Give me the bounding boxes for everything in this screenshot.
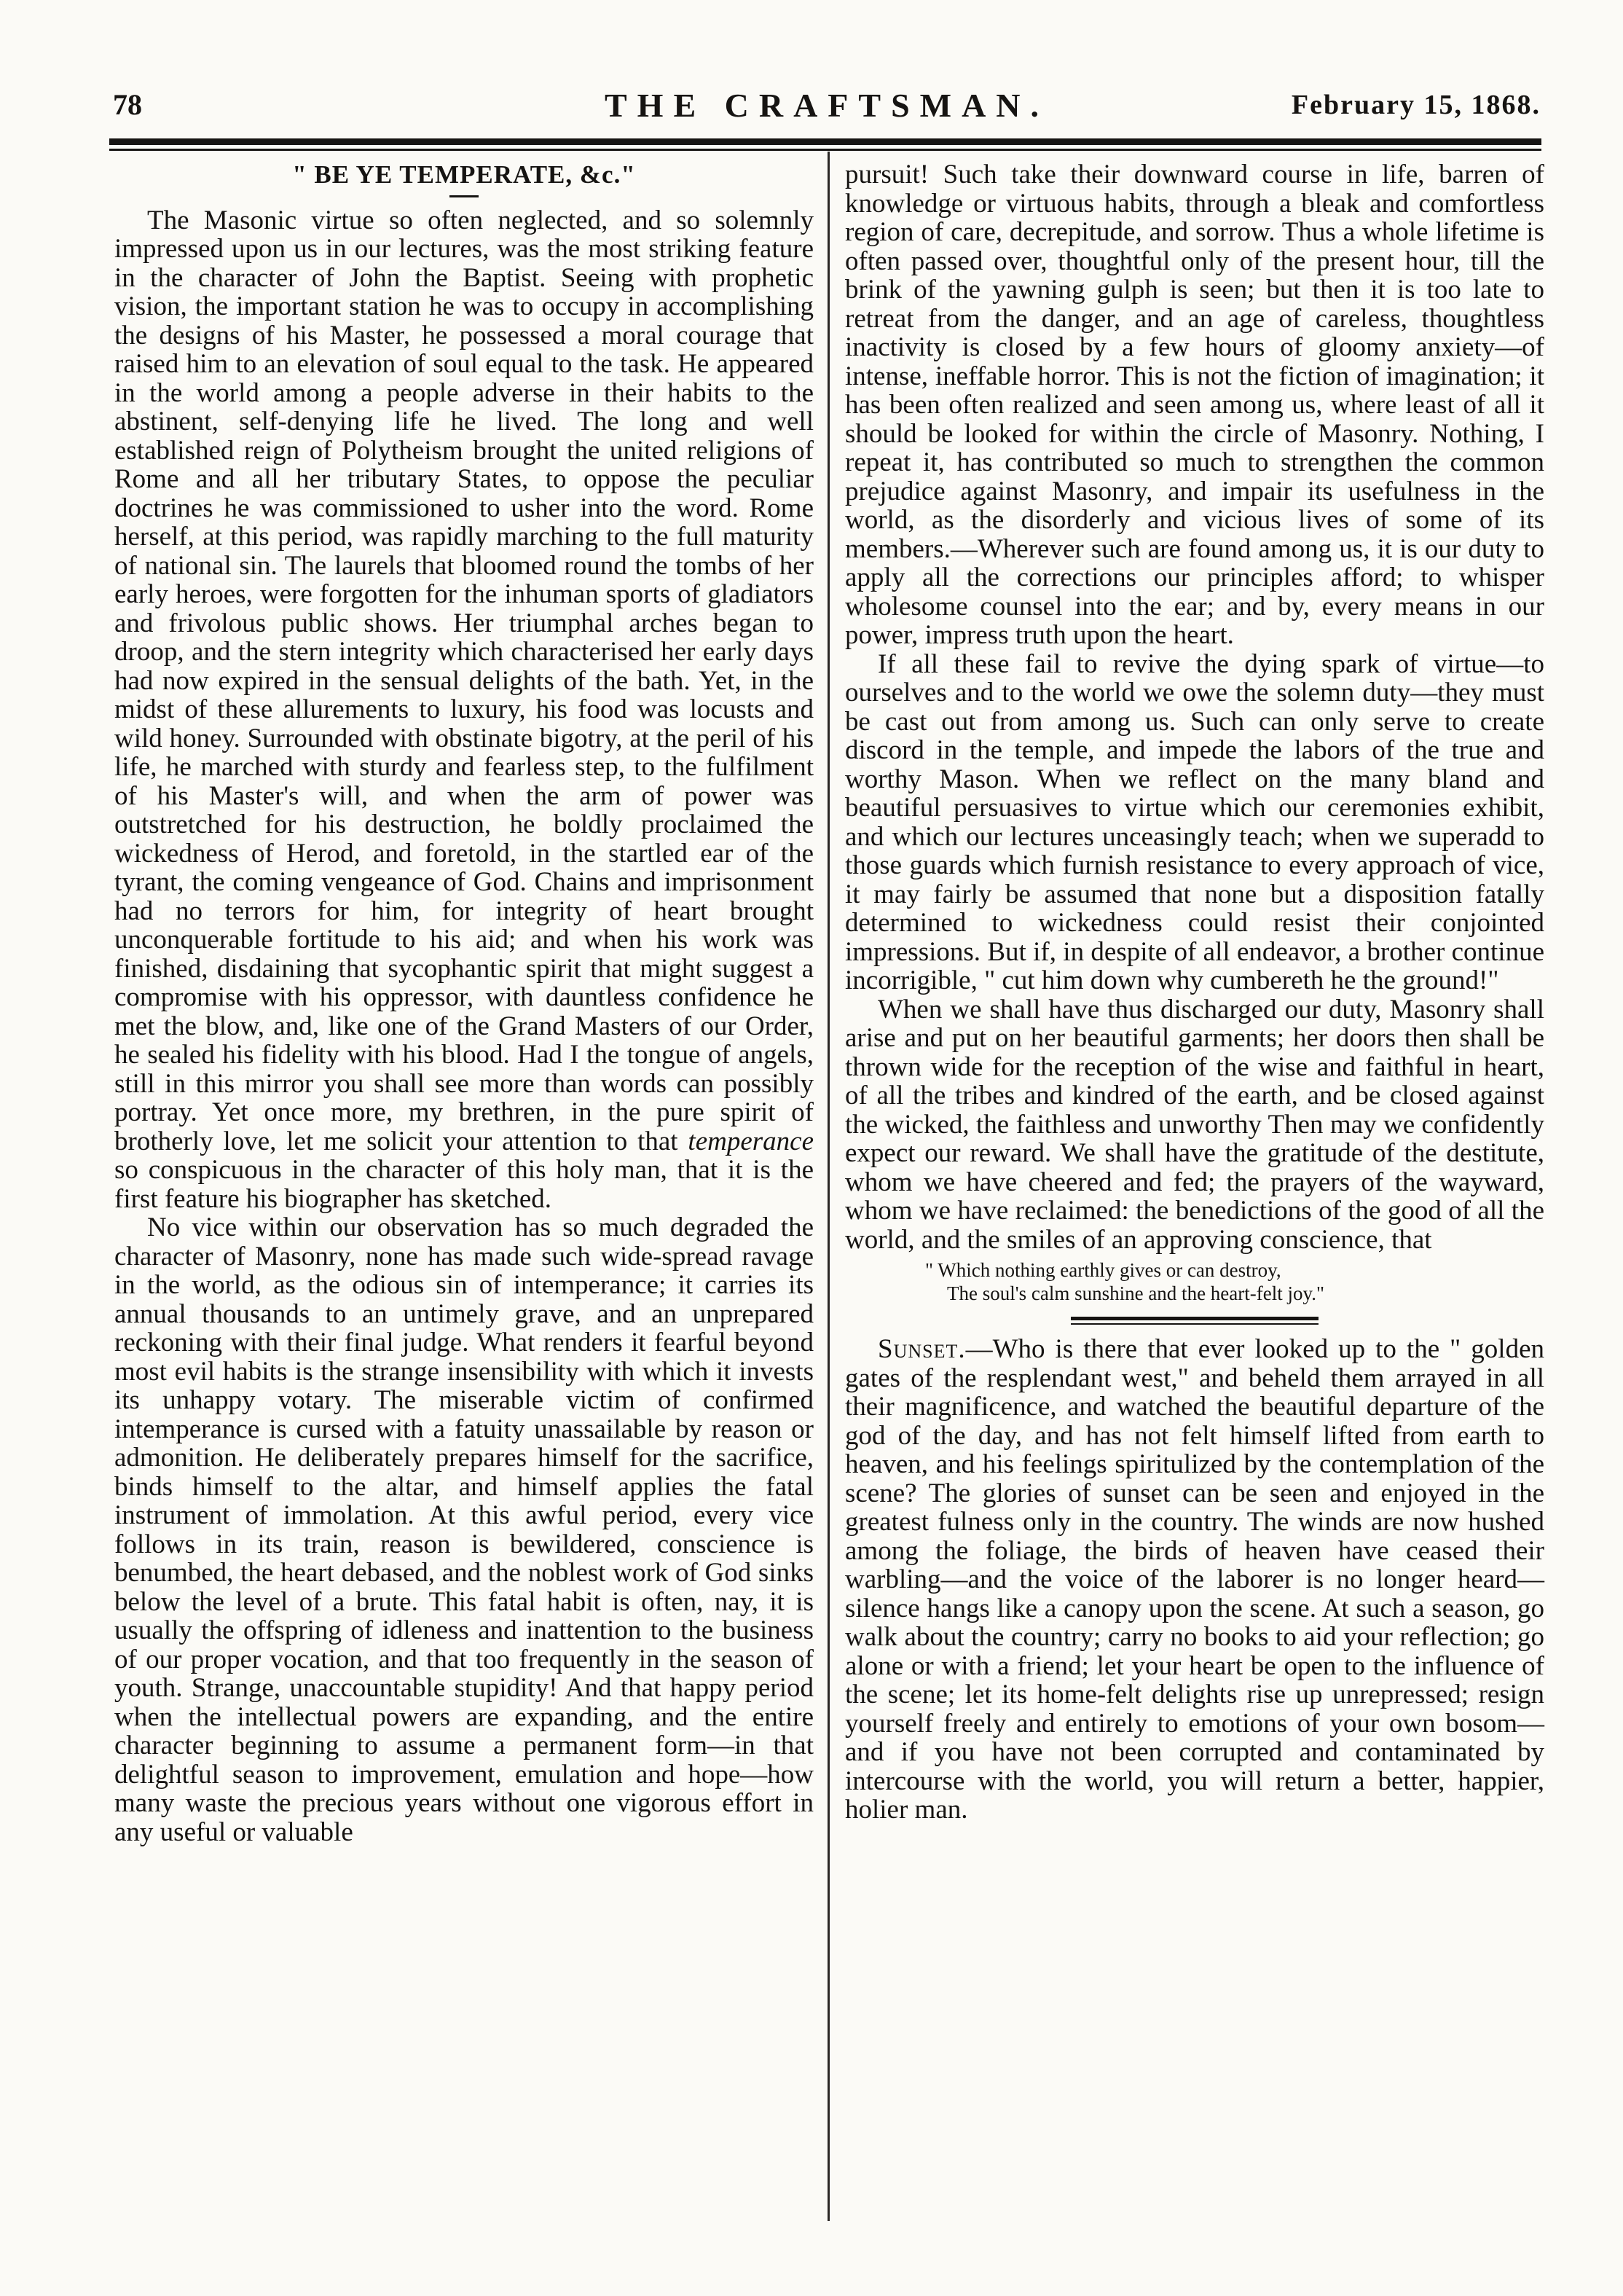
paragraph-2: No vice within our observation has so much degraded the character of Masonry, none has made such wide-spread ravage in the world, as the odious sin of intemperance; it carries its annual thousands to an untimely grave, and an unprepared reckoning with their final judge. What renders it fearful beyond most evil habits is the strange insensibility with which it invests its unhappy votary. The miserable victim of confirmed intemperance is cursed with a fatuity unassailable by reason or admonition. He deliberately prepares himself for the sacrifice, binds himself to the altar, and himself applies the fatal instrument of immolation. At this awful period, every vice follows in its train, reason is bewildered, conscience is benumbed, the heart debased, and the noblest work of God sinks below the level of a brute. This fatal habit is often, nay, it is usually the offspring of idleness and inattention to the business of our proper vocation, and that too frequently in the season of youth. Strange, unaccountable stupidity! And that happy period when the intellectual powers are expanding, and the entire character beginning to assume a permanent form—in that delightful season to improvement, emulation and hope—how many waste the precious years without one vigorous effort in any useful or valuable: [114, 1212, 814, 1847]
sunset-paragraph: [845, 1335, 1544, 1825]
column-divider: [828, 152, 830, 2221]
page-header: [113, 87, 1541, 138]
header-rule-thin: [109, 149, 1541, 151]
article-title: " BE YE TEMPERATE, &c.": [292, 160, 636, 189]
sunset-lead: Sunset.: [878, 1334, 966, 1364]
issue-date: February 15, 1868.: [1291, 90, 1541, 120]
paragraph-1-text-b: so conspicuous in the character of this holy man, that it is the first feature his biographer has sketched.: [114, 1155, 814, 1214]
closing-verse: [925, 1258, 1544, 1305]
section-separator: [1071, 1317, 1319, 1325]
paragraph-1-text-a: The Masonic virtue so often neglected, and so solemnly impressed upon us in our lectures, was the most striking feature in the character of John the Baptist. Seeing with prophetic vision, the important station he was to occupy in accomplishing the designs of his Master, he possessed a moral courage that raised him to an elevation of soul equal to the task. He appeared in the world among a people adverse in their habits to the abstinent, self-denying life he lived. The long and well established reign of Polytheism brought the united religions of Rome and all her tributary States, to oppose the peculiar doctrines he was commissioned to usher into the word. Rome herself, at this period, was rapidly marching to the full maturity of national sin. The laurels that bloomed round the tombs of her early heroes, were forgotten for the inhuman sports of gladiators and frivolous public shows. Her triumphal arches began to droop, and the stern integrity which characterised her early days had now expired in the sensual delights of the bath. Yet, in the midst of these allurements to luxury, his food was locusts and wild honey. Surrounded with obstinate bigotry, at the peril of his life, he marched with sturdy and fearless step, to the fulfilment of his Master's will, and when the arm of power was outstretched for his destruction, he boldly proclaimed the wickedness of Herod, and foretold, in the startled ear of the tyrant, the coming vengeance of God. Chains and imprisonment had no terrors for him, for integrity of heart brought unconquerable fortitude to his aid; and when his work was finished, disdaining that sycophantic spirit that might suggest a compromise with his oppressor, with dauntless confidence he met the blow, and, like one of the Grand Masters of our Order, he sealed his fidelity with his blood. Had I the tongue of angels, still in this mirror you shall see more than words can possibly portray. Yet once more, my brethren, in the pure spirit of brotherly love, let me solicit your attention to that: [114, 205, 814, 1156]
title-rule: [449, 195, 479, 197]
paragraph-1: [114, 206, 814, 1214]
verse-line-1: " Which nothing earthly gives or can destroy,: [925, 1259, 1281, 1281]
publication-title: THE CRAFTSMAN.: [604, 87, 1050, 124]
header-rule-thick: [109, 138, 1541, 145]
paragraph-4: When we shall have thus discharged our duty, Masonry shall arise and put on her beautiful garments; her doors then shall be thrown wide for the reception of the wise and faithful in heart, of all the tribes and kindred of the earth, and be closed against the wicked, the faithless and unworthy Then may we confidently expect our reward. We shall have the gratitude of the destitute, whom we have cheered and fed; the prayers of the wayward, whom we have reclaimed: the benedictions of the good of all the world, and the smiles of an approving conscience, that: [845, 994, 1544, 1255]
verse-line-2: The soul's calm sunshine and the heart-felt joy.": [947, 1282, 1324, 1304]
page-number: 78: [113, 88, 142, 121]
paragraph-3: If all these fail to revive the dying spark of virtue—to ourselves and to the world we owe the solemn duty—they must be cast out from among us. Such can only serve to create discord in the temple, and impede the labors of the true and worthy Mason. When we reflect on the many bland and beautiful persuasives to virtue which our ceremonies exhibit, and which our lectures unceasingly teach; when we superadd to those guards which furnish resistance to every approach of vice, it may fairly be assumed that none but a disposition fatally determined to wickedness could resist their conjointed impressions. But if, in despite of all endeavor, a brother continue incorrigible, " cut him down why cumbereth he the ground!": [845, 649, 1544, 995]
paragraph-1-emphasis: temperance: [688, 1126, 814, 1156]
left-column: [114, 160, 814, 1846]
paragraph-2-continued: pursuit! Such take their downward course in life, barren of knowledge or virtuous habits, through a bleak and comfortless region of care, decrepitude, and sorrow. Thus a whole lifetime is often passed over, thoughtful only of the present hour, till the brink of the yawning gulph is seen; but then it is too late to retreat from the danger, and an age of careless, thoughtless inactivity is closed by a few hours of gloomy anxiety—of intense, ineffable horror. This is not the fiction of imagination; it has been often realized and seen among us, where least of all it should be looked for within the circle of Masonry. Nothing, I repeat it, has contributed so much to strengthen the common prejudice against Masonry, and impair its usefulness in the world, as the disorderly and vicious lives of some of its members.—Wherever such are found among us, it is our duty to apply all the corrections our principles afford; to whisper wholesome counsel into the ear; and by, every means in our power, impress truth upon the heart.: [845, 160, 1544, 650]
right-column: [845, 160, 1544, 1825]
sunset-body: —Who is there that ever looked up to the " golden gates of the resplendant west," and beheld them arrayed in all their magnificence, and watched the beautiful departure of the god of the day, and has not felt himself lifted from earth to heaven, and his feelings spiritulized by the contemplation of the scene? The glories of sunset can be seen and enjoyed in the greatest fulness only in the country. The winds are now hushed among the foliage, the birds of heaven have ceased their warbling—and the voice of the laborer is no longer heard—silence hangs like a canopy upon the scene. At such a season, go walk about the country; carry no books to aid your reflection; go alone or with a friend; let your heart be open to the influence of the scene; let its home-felt delights rise up unrepressed; resign yourself freely and entirely to emotions of your own bosom—and if you have not been corrupted and contaminated by intercourse with the world, you will return a better, happier, holier man.: [845, 1334, 1544, 1825]
